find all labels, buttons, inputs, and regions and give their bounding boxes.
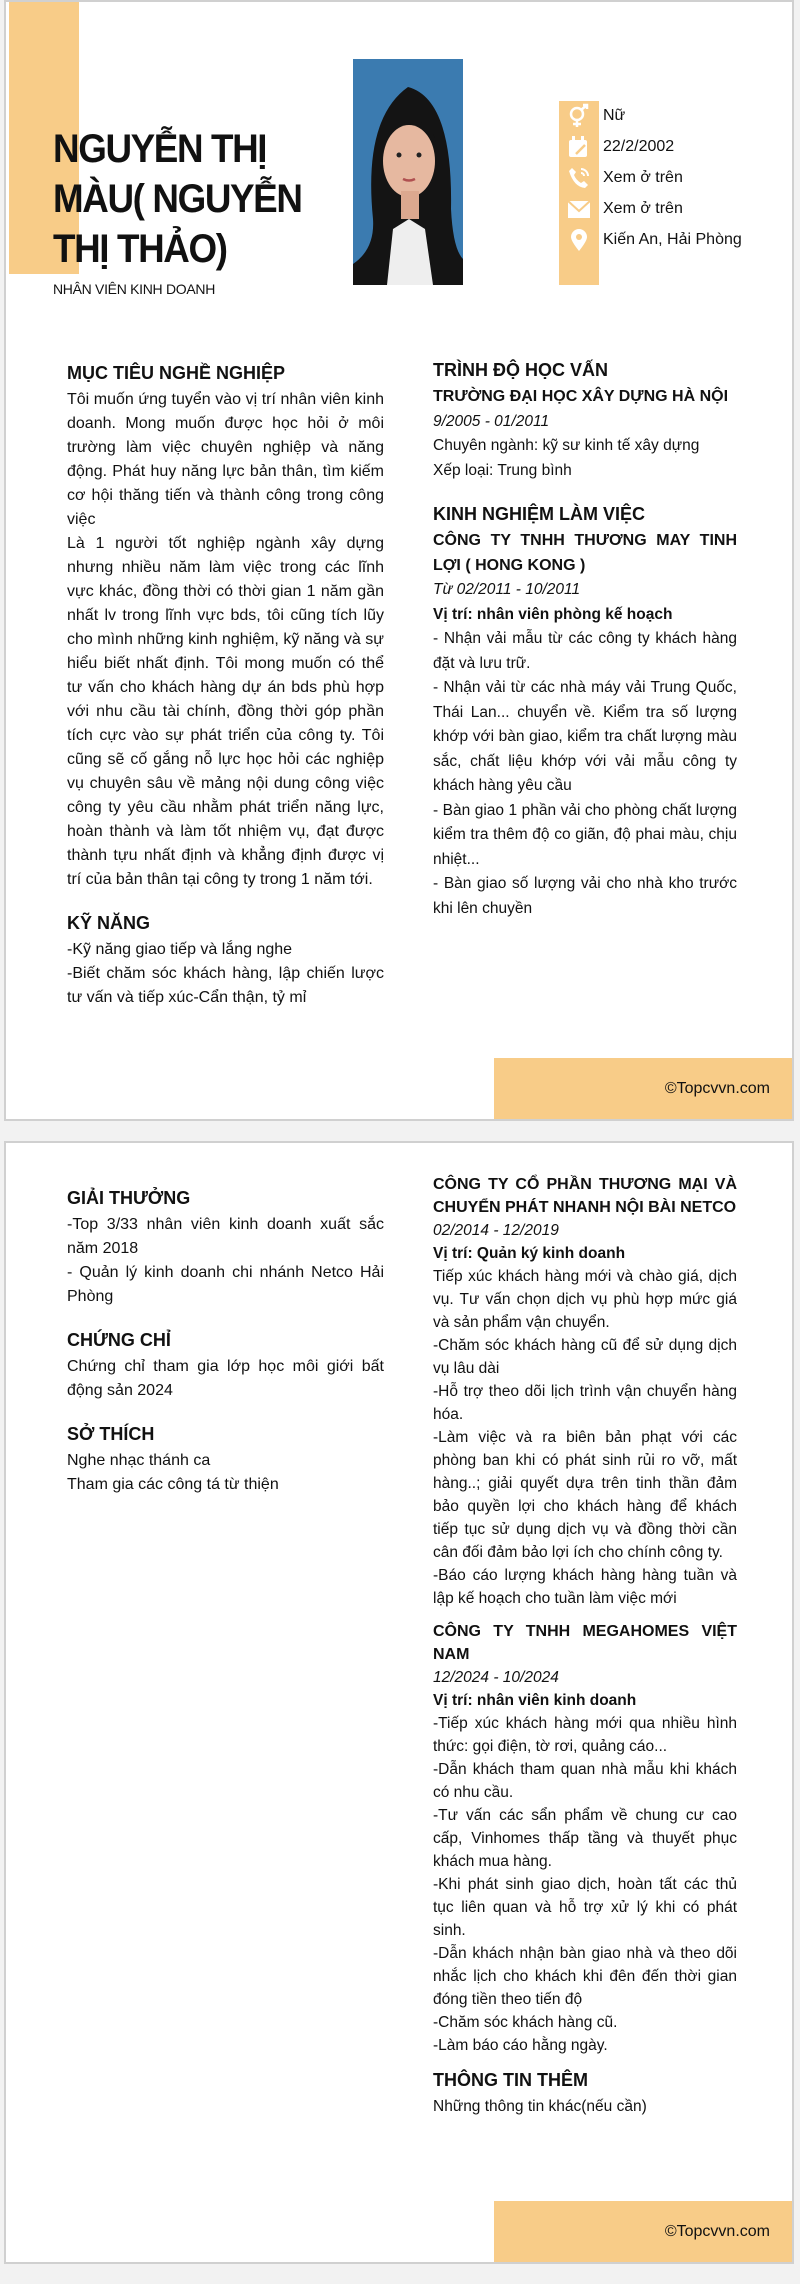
info-birthdate	[559, 132, 675, 162]
skills-heading: KỸ NĂNG	[67, 913, 151, 933]
job-position: Vị trí: nhân viên kinh doanh	[433, 1692, 637, 1709]
additional-info-heading: THÔNG TIN THÊM	[433, 2070, 588, 2090]
job-duty: -Dẫn khách tham quan nhà mẫu khi khách có nhu cầu.	[433, 1761, 737, 1801]
hobby-item: Tham gia các công tá từ thiện	[67, 1476, 279, 1493]
cv-page-1	[4, 0, 794, 1121]
job-duty: -Làm việc và ra biên bản phạt với các phòng ban khi có phát sinh rủi ro vỡ, mất hàng..; giải quyết dựa trên tinh thần đảm bảo quyền lợi cho khách hàng để khách tiếp tục sử dụng dịch vụ và đồng thời cần cân đối đảm bảo lợi ích cho chính công ty.	[433, 1429, 737, 1561]
awards-heading: GIẢI THƯỞNG	[67, 1188, 191, 1208]
footer-band	[494, 1058, 792, 1119]
left-column	[67, 1185, 384, 1497]
objective-heading: MỤC TIÊU NGHỀ NGHIỆP	[67, 363, 286, 383]
job-duty: - Bàn giao số lượng vải cho nhà kho trước khi lên chuyền	[433, 875, 737, 917]
job-duty: - Bàn giao 1 phần vải cho phòng chất lượng kiểm tra thêm độ co giãn, độ phai màu, chịu nhiệt...	[433, 801, 737, 868]
additional-info-text: Những thông tin khác(nếu cần)	[433, 2098, 647, 2115]
job-title: NHÂN VIÊN KINH DOANH	[53, 281, 216, 297]
hobbies-heading: SỞ THÍCH	[67, 1424, 155, 1444]
experience-heading: KINH NGHIỆM LÀM VIỆC	[433, 504, 646, 524]
left-column	[67, 360, 384, 1010]
job-duty: - Nhận vải mẫu từ các công ty khách hàng đặt và lưu trữ.	[433, 630, 737, 672]
job-duty: - Nhận vải từ các nhà máy vải Trung Quốc, Thái Lan... chuyển về. Kiểm tra số lượng khớp với bàn giao, kiểm tra chất lượng màu sắc, chất liệu khớp với vải mẫu công ty khách hàng yêu cầu	[433, 679, 737, 794]
skill-item: -Kỹ năng giao tiếp và lắng nghe	[67, 941, 293, 958]
job-duty: Tiếp xúc khách hàng mới và chào giá, dịch vụ. Tư vấn chọn dịch vụ phù hợp mức giá và sản phẩm vận chuyển.	[433, 1268, 737, 1331]
certificate-item: Chứng chỉ tham gia lớp học môi giới bất động sản 2024	[67, 1358, 384, 1399]
footer-copyright: ©Topcvvn.com	[664, 2223, 770, 2240]
right-column	[433, 1173, 737, 2118]
objective-text: Là 1 người tốt nghiệp ngành xây dựng nhưng nhiều năm làm việc trong các lĩnh vực khác, đồng thời có thời gian 1 năm gần nhất lv trong lĩnh vực bds, tôi cũng tích lũy cho mình những kinh nghiệm, kỹ năng và sự hiểu biết nhất định. Tôi mong muốn có thể tư vấn cho khách hàng dự án bds phù hợp với nhu cầu tài chính, đồng thời góp phần tích cực vào sự phát triển của công ty. Tôi cũng sẽ cố gắng nỗ lực học hỏi các nghiệp vụ chuyên sâu về mảng nội dung công việc công ty yêu cầu nhằm phát triển năng lực, hoàn thành và làm tốt nhiệm vụ, đạt được thành tựu nhất định và khẳng định được vị trí của bản thân tại công ty trong 1 năm tới.	[67, 535, 384, 888]
profile-photo	[353, 59, 463, 285]
company-name: CÔNG TY TNHH MEGAHOMES VIỆT NAM	[433, 1623, 737, 1663]
info-address	[559, 225, 742, 255]
job-duty: -Khi phát sinh giao dịch, hoàn tất các thủ tục liên quan và hỗ trợ xử lý khi có phát sinh.	[433, 1876, 737, 1939]
education-heading: TRÌNH ĐỘ HỌC VẤN	[433, 360, 608, 380]
info-gender	[559, 101, 626, 131]
phone-icon	[566, 165, 592, 191]
education-date: 9/2005 - 01/2011	[433, 412, 550, 430]
calendar-icon	[566, 134, 592, 160]
job-position: Vị trí: Quản ký kinh doanh	[433, 1245, 626, 1262]
info-phone	[559, 163, 683, 193]
job-position: Vị trí: nhân viên phòng kế hoạch	[433, 605, 673, 623]
company-name: CÔNG TY TNHH THƯƠNG MAY TINH LỢI ( HONG KONG )	[433, 532, 737, 574]
info-email	[559, 194, 683, 224]
right-column	[433, 357, 737, 921]
award-item: - Quản lý kinh doanh chi nhánh Netco Hải Phòng	[67, 1264, 384, 1305]
birthdate-value: 22/2/2002	[603, 138, 675, 155]
email-value: Xem ở trên	[603, 200, 683, 217]
job-duty: -Dẫn khách nhận bàn giao nhà và theo dõi nhắc lịch cho khách khi đên đến thời gian đóng tiền theo tiến độ	[433, 1945, 737, 2008]
school-name: TRƯỜNG ĐẠI HỌC XÂY DỰNG HÀ NỘI	[433, 388, 729, 405]
name-block	[53, 124, 353, 298]
email-icon	[566, 196, 592, 222]
candidate-name: NGUYỄN THỊ MÀU( NGUYỄN THỊ THẢO)	[53, 127, 302, 271]
job-date: 02/2014 - 12/2019	[433, 1222, 559, 1239]
location-icon	[566, 227, 592, 253]
job-duty: -Báo cáo lượng khách hàng hàng tuần và lập kế hoạch cho tuần làm việc mới	[433, 1567, 737, 1607]
certificates-heading: CHỨNG CHỈ	[67, 1330, 171, 1350]
gender-value: Nữ	[603, 107, 626, 124]
education-detail: Xếp loại: Trung bình	[433, 461, 572, 479]
gender-icon	[566, 103, 592, 129]
job-date: 12/2024 - 10/2024	[433, 1669, 559, 1686]
education-detail: Chuyên ngành: kỹ sư kinh tế xây dựng	[433, 437, 700, 454]
footer-band	[494, 2201, 792, 2262]
award-item: -Top 3/33 nhân viên kinh doanh xuất sắc năm 2018	[67, 1216, 384, 1257]
job-duty: -Tiếp xúc khách hàng mới qua nhiều hình thức: gọi điện, tờ rơi, quảng cáo...	[433, 1715, 737, 1755]
job-duty: -Làm báo cáo hằng ngày.	[433, 2037, 608, 2054]
job-duty: -Chăm sóc khách hàng cũ để sử dụng dịch vụ lâu dài	[433, 1337, 737, 1377]
job-duty: -Tư vấn các sẩn phẩm về chung cư cao cấp, Vinhomes thấp tầng và thuyết phục khách mua hàng.	[433, 1807, 737, 1870]
footer-copyright: ©Topcvvn.com	[664, 1080, 770, 1097]
job-date: Từ 02/2011 - 10/2011	[433, 581, 581, 598]
objective-text: Tôi muốn ứng tuyển vào vị trí nhân viên kinh doanh. Mong muốn được học hỏi ở môi trường làm việc chuyên nghiệp và năng động. Phát huy năng lực bản thân, tìm kiếm cơ hội thăng tiến và thành công trong công việc	[67, 391, 384, 528]
company-name: CÔNG TY CỔ PHẦN THƯƠNG MẠI VÀ CHUYỂN PHÁT NHANH NỘI BÀI NETCO	[433, 1176, 737, 1216]
job-duty: -Chăm sóc khách hàng cũ.	[433, 2014, 618, 2031]
phone-value: Xem ở trên	[603, 169, 683, 186]
skill-item: -Biết chăm sóc khách hàng, lập chiến lược tư vấn và tiếp xúc-Cẩn thận, tỷ mỉ	[67, 965, 384, 1006]
cv-page-2	[4, 1141, 794, 2264]
address-value: Kiến An, Hải Phòng	[603, 231, 742, 248]
hobby-item: Nghe nhạc thánh ca	[67, 1452, 211, 1469]
job-duty: -Hỗ trợ theo dõi lịch trình vận chuyển hàng hóa.	[433, 1383, 737, 1423]
